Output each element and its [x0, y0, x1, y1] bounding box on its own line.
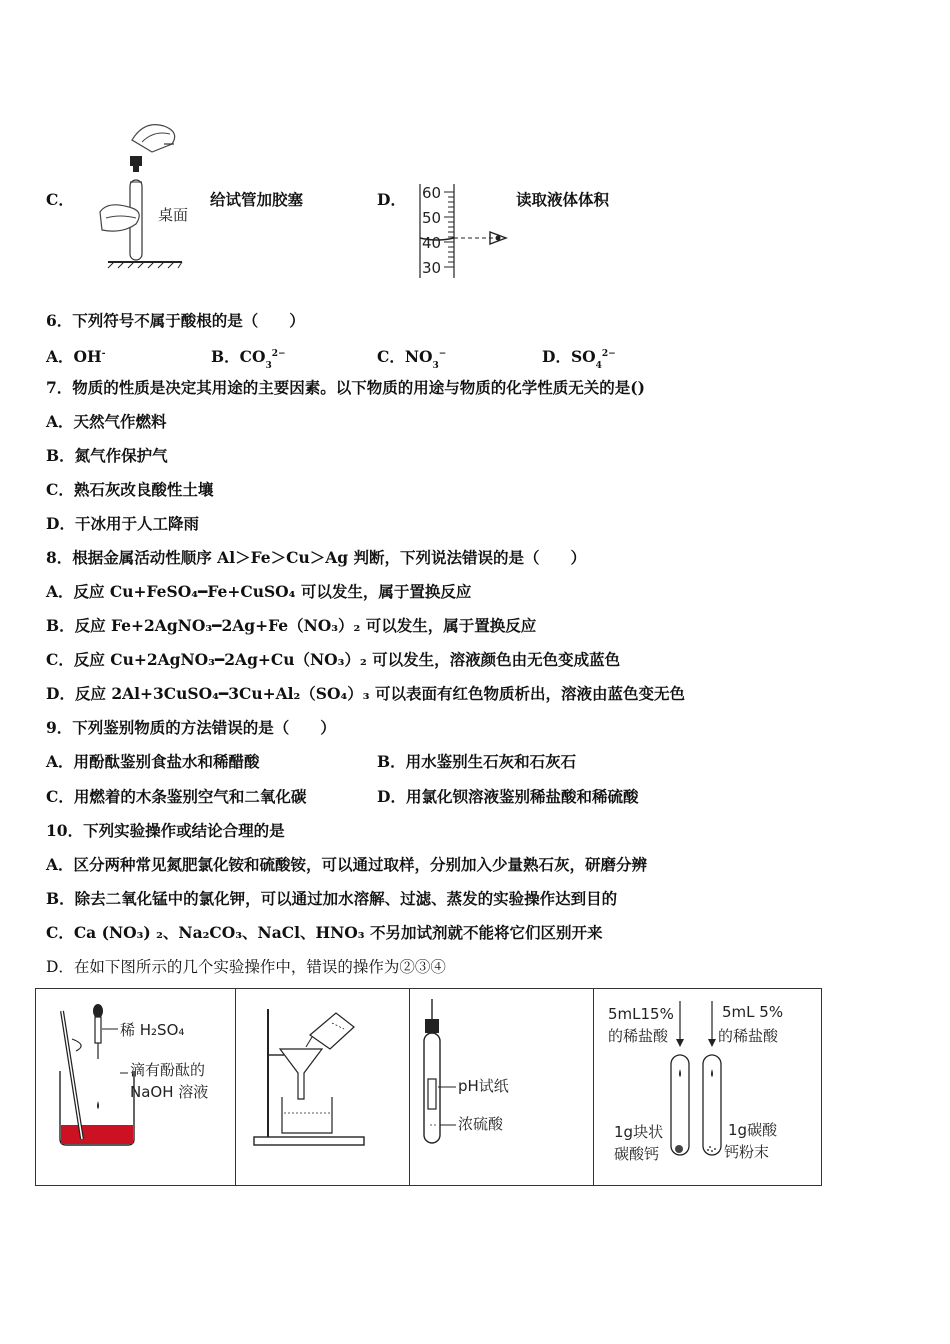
q9-option-a: A．用酚酞鉴别食盐水和稀醋酸 — [46, 752, 260, 771]
table-label: 桌面 — [158, 206, 189, 224]
q9-option-c: C．用燃着的木条鉴别空气和二氧化碳 — [46, 787, 307, 806]
q5-option-d-letter: D． — [377, 190, 406, 209]
q8-stem: 8．根据金属活动性顺序 Al＞Fe＞Cu＞Ag 判断，下列说法错误的是（ ） — [46, 548, 586, 567]
q5-option-c-caption: 给试管加胶塞 — [210, 190, 304, 209]
q6-option-c: C．$NO_3^-$ — [377, 347, 447, 372]
q7-option-b: B．氮气作保护气 — [46, 446, 168, 465]
q6-option-d: D．$SO_4^{2-}$ — [542, 347, 616, 372]
p3-acid-label: 浓硫酸 — [458, 1115, 504, 1133]
p4-left-bottom-2: 碳酸钙 — [614, 1145, 660, 1163]
p1-acid-label: 稀 H₂SO₄ — [120, 1021, 185, 1039]
p4-left-top-1: 5mL15% — [608, 1005, 674, 1023]
tick-60: 60 — [422, 184, 442, 202]
p3-ph-paper-label: pH试纸 — [458, 1077, 509, 1095]
q10-option-c: C．Ca (NO₃) ₂、Na₂CO₃、NaCl、HNO₃ 不另加试剂就不能将它们区别开来 — [46, 923, 603, 942]
p4-right-top-2: 的稀盐酸 — [718, 1027, 779, 1045]
q9-option-b: B．用水鉴别生石灰和石灰石 — [377, 752, 577, 771]
graduated-cylinder-figure — [412, 180, 522, 282]
p4-left-bottom-1: 1g块状 — [614, 1123, 664, 1141]
q10-stem: 10．下列实验操作或结论合理的是 — [46, 821, 285, 840]
q7-option-c: C．熟石灰改良酸性土壤 — [46, 480, 214, 499]
q6-stem: 6．下列符号不属于酸根的是（ ） — [46, 311, 305, 330]
q8-option-c: C．反应 Cu+2AgNO₃━2Ag+Cu（NO₃）₂ 可以发生，溶液颜色由无色变成蓝色 — [46, 650, 621, 669]
q7-option-d: D．干冰用于人工降雨 — [46, 514, 199, 533]
q10-option-d: D．在如下图所示的几个实验操作中，错误的操作为②③④ — [46, 958, 446, 976]
q5-option-c-letter: C． — [46, 190, 74, 209]
q6-option-b: B．$CO_3^{2-}$ — [211, 347, 286, 372]
p4-right-top-1: 5mL 5% — [722, 1003, 784, 1021]
q9-option-d: D．用氯化钡溶液鉴别稀盐酸和稀硫酸 — [377, 787, 639, 806]
q10-option-b: B．除去二氧化锰中的氯化钾，可以通过加水溶解、过滤、蒸发的实验操作达到目的 — [46, 889, 618, 908]
q8-option-b: B．反应 Fe+2AgNO₃━2Ag+Fe（NO₃）₂ 可以发生，属于置换反应 — [46, 616, 537, 635]
figure-panel-1 — [35, 988, 236, 1186]
q5-option-d-caption: 读取液体体积 — [516, 190, 610, 209]
q8-option-d: D．反应 2Al+3CuSO₄━3Cu+Al₂（SO₄）₃ 可以表面有红色物质析出，溶液由蓝色变无色 — [46, 684, 685, 703]
q8-option-a: A．反应 Cu+FeSO₄━Fe+CuSO₄ 可以发生，属于置换反应 — [46, 582, 472, 601]
figure-panel-4 — [593, 988, 822, 1186]
p1-solution-label-2: NaOH 溶液 — [130, 1083, 209, 1101]
figure-panel-3 — [409, 988, 594, 1186]
q7-option-a: A．天然气作燃料 — [46, 412, 167, 431]
p1-solution-label-1: 滴有酚酞的 — [130, 1061, 206, 1079]
q6-option-a: A．OH- — [46, 347, 106, 367]
p4-right-bottom-2: 钙粉末 — [724, 1143, 770, 1161]
p4-right-bottom-1: 1g碳酸 — [728, 1121, 778, 1139]
figure-panel-2 — [235, 988, 410, 1186]
q10-option-a: A．区分两种常见氮肥氯化铵和硫酸铵，可以通过取样，分别加入少量熟石灰，研磨分辨 — [46, 855, 648, 874]
p4-left-top-2: 的稀盐酸 — [608, 1027, 669, 1045]
stopper-tube-figure — [92, 112, 202, 272]
q7-stem: 7．物质的性质是决定其用途的主要因素。以下物质的用途与物质的化学性质无关的是() — [46, 378, 645, 397]
tick-50: 50 — [422, 209, 442, 227]
tick-40: 40 — [422, 234, 442, 252]
tick-30: 30 — [422, 259, 442, 277]
q9-stem: 9．下列鉴别物质的方法错误的是（ ） — [46, 718, 336, 737]
